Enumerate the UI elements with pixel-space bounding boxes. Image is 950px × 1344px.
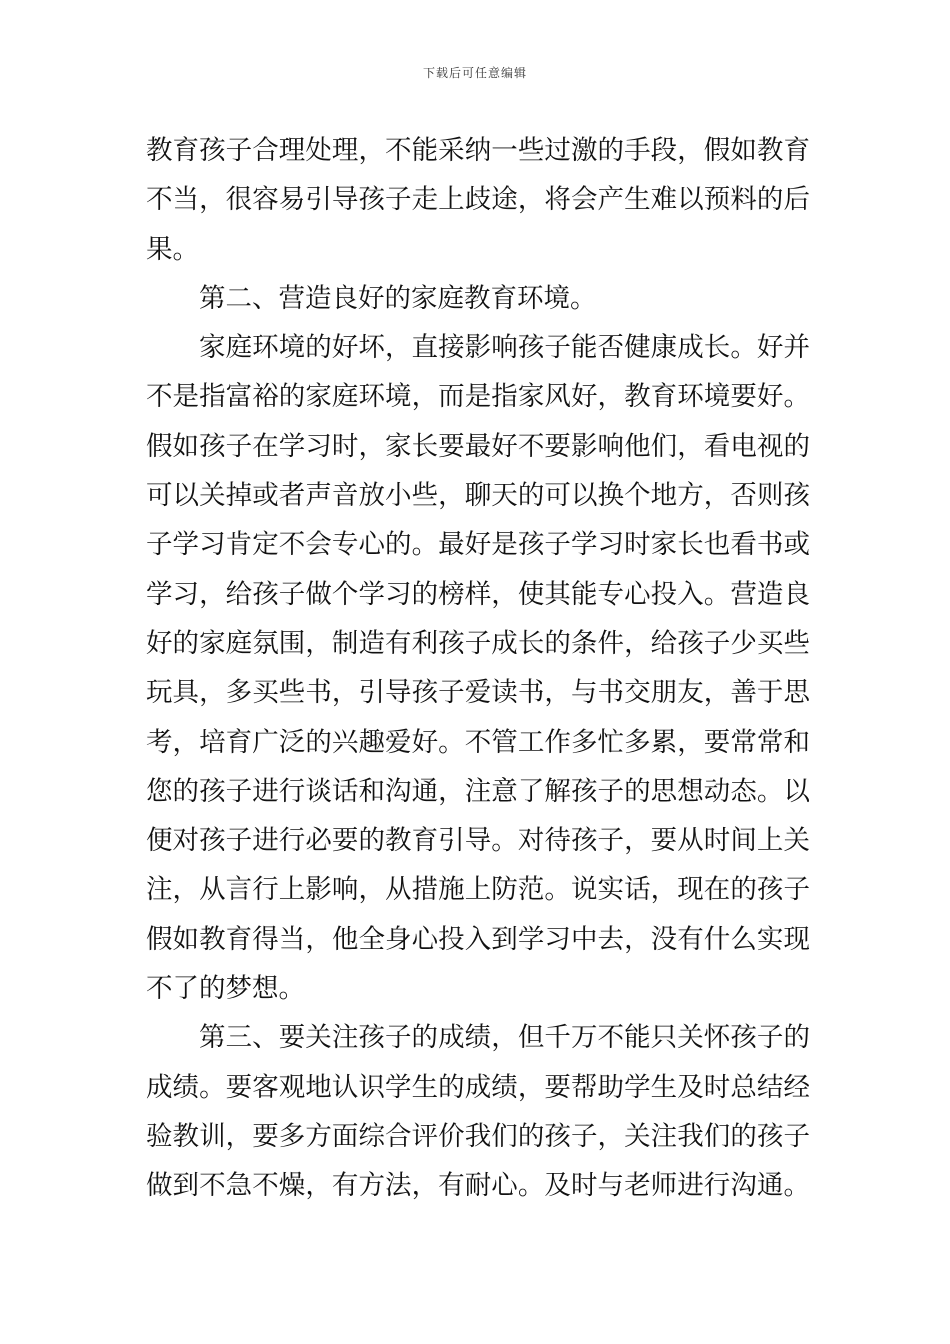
text-line: 学习，给孩子做个学习的榜样，使其能专心投入。营造良 <box>146 578 810 610</box>
text-line: 教育孩子合理处理，不能采纳一些过激的手段，假如教育 <box>146 135 810 166</box>
text-line: 成绩。要客观地认识学生的成绩，要帮助学生及时总结经 <box>146 1071 810 1103</box>
text-line: 好的家庭氛围，制造有利孩子成长的条件，给孩子少买些 <box>146 627 810 659</box>
text-line: 子学习肯定不会专心的。最好是孩子学习时家长也看书或 <box>146 529 810 561</box>
text-line: 考，培育广泛的兴趣爱好。不管工作多忙多累，要常常和 <box>146 726 810 758</box>
text-line: 便对孩子进行必要的教育引导。对待孩子，要从时间上关 <box>146 825 810 857</box>
text-line: 您的孩子进行谈话和沟通，注意了解孩子的思想动态。以 <box>146 775 810 807</box>
text-line: 第三、要关注孩子的成绩，但千万不能只关怀孩子的 <box>199 1022 810 1054</box>
text-line: 不是指富裕的家庭环境，而是指家风好，教育环境要好。 <box>146 381 810 413</box>
document-body <box>146 126 810 1211</box>
text-line: 假如孩子在学习时，家长要最好不要影响他们，看电视的 <box>146 430 810 462</box>
text-line: 家庭环境的好坏，直接影响孩子能否健康成长。好并 <box>199 332 810 364</box>
text-line: 果。 <box>146 233 199 265</box>
text-line: 不当，很容易引导孩子走上歧途，将会产生难以预料的后 <box>146 184 810 216</box>
section-heading: 第二、营造良好的家庭教育环境。 <box>199 282 597 314</box>
text-line: 假如教育得当，他全身心投入到学习中去，没有什么实现 <box>146 923 810 955</box>
text-line: 玩具，多买些书，引导孩子爱读书，与书交朋友，善于思 <box>146 677 810 709</box>
text-line: 做到不急不燥，有方法，有耐心。及时与老师进行沟通。 <box>146 1170 810 1202</box>
text-line: 注，从言行上影响，从措施上防范。说实话，现在的孩子 <box>146 874 810 906</box>
page-header: 下载后可任意编辑 <box>422 66 527 80</box>
text-line: 可以关掉或者声音放小些，聊天的可以换个地方，否则孩 <box>146 480 810 512</box>
text-line: 不了的梦想。 <box>146 973 305 1005</box>
text-line: 验教训，要多方面综合评价我们的孩子，关注我们的孩子 <box>146 1120 810 1152</box>
